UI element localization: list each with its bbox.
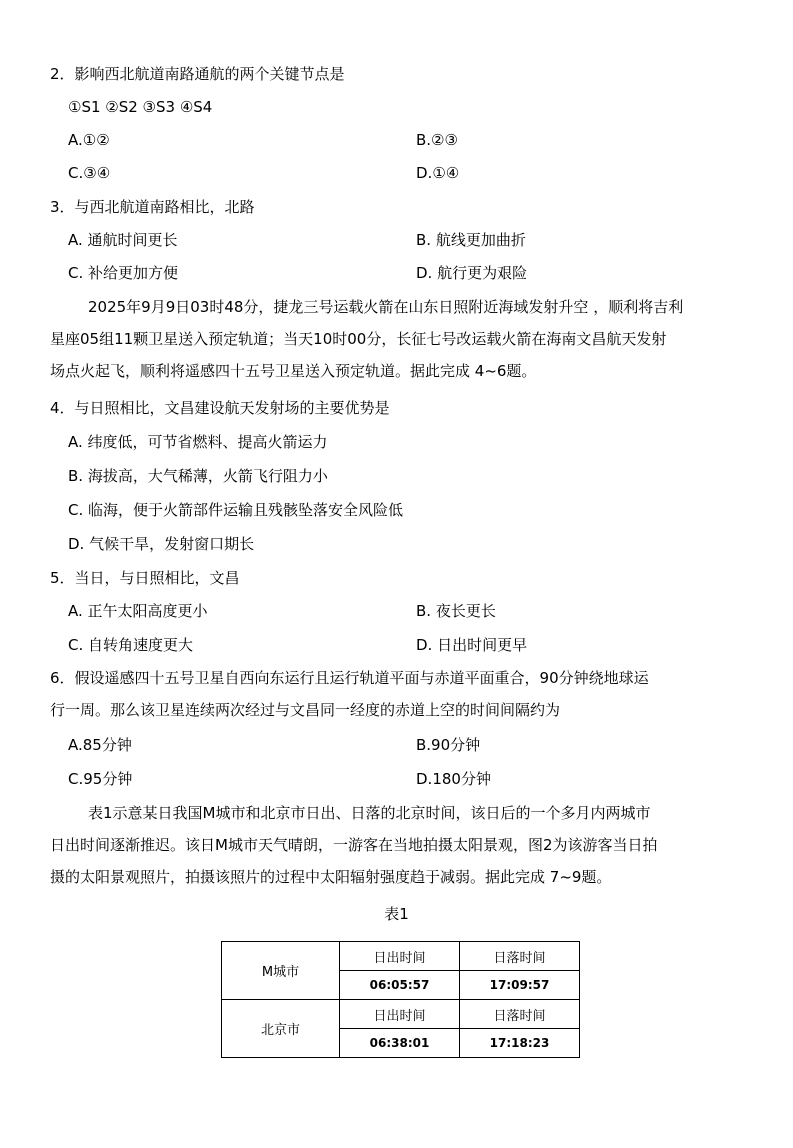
q5-option-b: B. 夜长更长 (416, 602, 496, 620)
passage1-line3: 场点火起飞，顺利将遥感四十五号卫星送入预定轨道。据此完成 4~6题。 (50, 362, 537, 380)
table-beijing-sunset: 17:18:23 (460, 1029, 580, 1058)
passage2-line1: 表1示意某日我国M城市和北京市日出、日落的北京时间，该日后的一个多月内两城市 (88, 804, 651, 822)
table-m-sunset: 17:09:57 (460, 971, 580, 1000)
q6-stem-line1: 6．假设遥感四十五号卫星自西向东运行且运行轨道平面与赤道平面重合，90分钟绕地球运 (50, 669, 649, 687)
q5-option-a: A. 正午太阳高度更小 (68, 602, 208, 620)
passage2-line2: 日出时间逐渐推迟。该日M城市天气晴朗，一游客在当地拍摄太阳景观，图2为该游客当日拍 (50, 836, 658, 854)
q4-option-a: A. 纬度低，可节省燃料、提高火箭运力 (68, 433, 328, 451)
q3-option-b: B. 航线更加曲折 (416, 231, 526, 249)
table-beijing-sunrise: 06:38:01 (340, 1029, 460, 1058)
q4-option-c: C. 临海，便于火箭部件运输且残骸坠落安全风险低 (68, 501, 404, 519)
q5-stem: 5．当日，与日照相比，文昌 (50, 569, 240, 587)
table-header-sunrise: 日出时间 (340, 1000, 460, 1029)
q2-option-d: D.①④ (416, 164, 460, 182)
passage1-line1: 2025年9月9日03时48分，捷龙三号运载火箭在山东日照附近海域发射升空 ，顺利将吉利 (88, 298, 684, 316)
q2-option-a: A.①② (68, 131, 110, 149)
q4-stem: 4．与日照相比，文昌建设航天发射场的主要优势是 (50, 399, 390, 417)
q6-option-d: D.180分钟 (416, 770, 491, 788)
q3-option-c: C. 补给更加方便 (68, 264, 179, 282)
q5-option-c: C. 自转角速度更大 (68, 636, 194, 654)
q6-stem-line2: 行一周。那么该卫星连续两次经过与文昌同一经度的赤道上空的时间间隔约为 (50, 701, 561, 719)
q3-stem: 3．与西北航道南路相比，北路 (50, 198, 255, 216)
table-header-sunset: 日落时间 (460, 1000, 580, 1029)
q2-stem: 2．影响西北航道南路通航的两个关键节点是 (50, 65, 345, 83)
passage1-line2: 星座05组11颗卫星送入预定轨道；当天10时00分，长征七号改运载火箭在海南文昌航天发射 (50, 330, 667, 348)
table-header-sunrise: 日出时间 (340, 942, 460, 971)
sunrise-sunset-table (221, 941, 580, 1058)
q6-option-a: A.85分钟 (68, 736, 132, 754)
q3-option-a: A. 通航时间更长 (68, 231, 178, 249)
table-m-sunrise: 06:05:57 (340, 971, 460, 1000)
q4-option-d: D. 气候干旱，发射窗口期长 (68, 535, 255, 553)
q2-option-b: B.②③ (416, 131, 458, 149)
q2-option-c: C.③④ (68, 164, 111, 182)
passage2-line3: 摄的太阳景观照片，拍摄该照片的过程中太阳辐射强度趋于减弱。据此完成 7~9题。 (50, 868, 612, 886)
q2-items: ①S1 ②S2 ③S3 ④S4 (68, 98, 213, 116)
q6-option-b: B.90分钟 (416, 736, 481, 754)
table-header-sunset: 日落时间 (460, 942, 580, 971)
q5-option-d: D. 日出时间更早 (416, 636, 528, 654)
table-city-beijing: 北京市 (222, 1000, 340, 1058)
q6-option-c: C.95分钟 (68, 770, 133, 788)
q3-option-d: D. 航行更为艰险 (416, 264, 528, 282)
q4-option-b: B. 海拔高，大气稀薄，火箭飞行阻力小 (68, 467, 328, 485)
table-caption: 表1 (384, 905, 409, 923)
table-city-m: M城市 (222, 942, 340, 1000)
